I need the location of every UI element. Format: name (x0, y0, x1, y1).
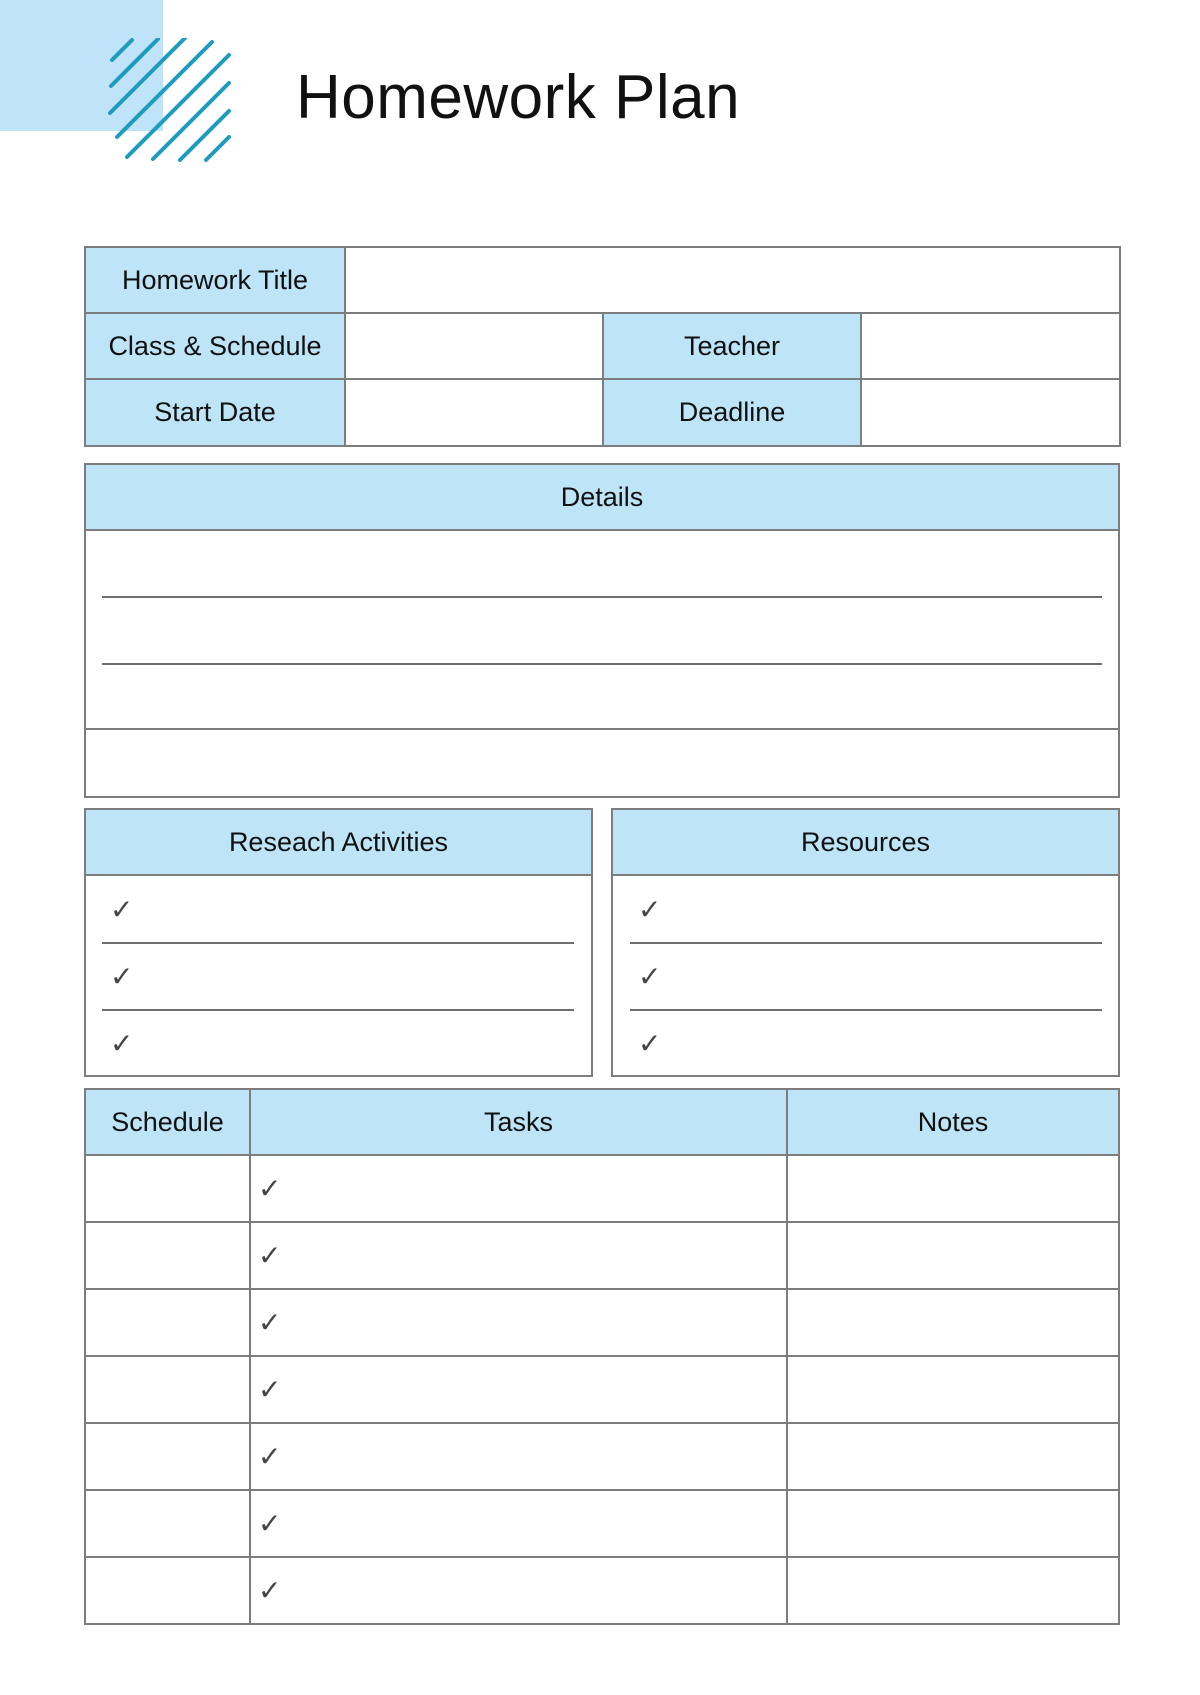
task-cell[interactable] (249, 1221, 788, 1290)
check-mark-icon: ✓ (110, 960, 134, 993)
check-mark-icon: ✓ (258, 1373, 282, 1406)
schedule-cell[interactable] (84, 1355, 251, 1424)
notes-cell[interactable] (786, 1489, 1120, 1558)
schedule-cell[interactable] (84, 1489, 251, 1558)
notes-cell[interactable] (786, 1355, 1120, 1424)
page-title: Homework Plan (296, 63, 741, 132)
notes-cell[interactable] (786, 1154, 1120, 1223)
check-mark-icon: ✓ (638, 893, 662, 926)
details-line (102, 663, 1102, 665)
homework-title-field[interactable] (344, 246, 1121, 314)
research-body[interactable] (84, 874, 593, 1077)
homework-title-label: Homework Title (84, 246, 346, 314)
check-mark-icon: ✓ (258, 1239, 282, 1272)
check-mark-icon: ✓ (258, 1440, 282, 1473)
details-line (102, 596, 1102, 598)
research-header: Reseach Activities (84, 808, 593, 876)
class-schedule-label: Class & Schedule (84, 312, 346, 380)
details-header: Details (84, 463, 1120, 531)
resources-body[interactable] (611, 874, 1120, 1077)
resources-line (630, 1009, 1102, 1011)
notes-cell[interactable] (786, 1288, 1120, 1357)
start-date-label: Start Date (84, 378, 346, 447)
task-cell[interactable] (249, 1556, 788, 1625)
notes-cell[interactable] (786, 1221, 1120, 1290)
check-mark-icon: ✓ (638, 960, 662, 993)
check-mark-icon: ✓ (258, 1507, 282, 1540)
task-cell[interactable] (249, 1288, 788, 1357)
schedule-header: Schedule (84, 1088, 251, 1156)
resources-header: Resources (611, 808, 1120, 876)
start-date-field[interactable] (344, 378, 604, 447)
check-mark-icon: ✓ (638, 1027, 662, 1060)
task-cell[interactable] (249, 1355, 788, 1424)
schedule-cell[interactable] (84, 1154, 251, 1223)
details-extra-row[interactable] (84, 728, 1120, 798)
teacher-field[interactable] (860, 312, 1121, 380)
research-line (102, 942, 574, 944)
schedule-cell[interactable] (84, 1221, 251, 1290)
check-mark-icon: ✓ (110, 1027, 134, 1060)
task-cell[interactable] (249, 1422, 788, 1491)
check-mark-icon: ✓ (258, 1574, 282, 1607)
class-schedule-field[interactable] (344, 312, 604, 380)
deadline-field[interactable] (860, 378, 1121, 447)
notes-cell[interactable] (786, 1422, 1120, 1491)
details-body[interactable] (84, 529, 1120, 730)
schedule-cell[interactable] (84, 1422, 251, 1491)
task-cell[interactable] (249, 1154, 788, 1223)
research-line (102, 1009, 574, 1011)
resources-line (630, 942, 1102, 944)
check-mark-icon: ✓ (110, 893, 134, 926)
deadline-label: Deadline (602, 378, 862, 447)
diagonal-stripes-icon (105, 38, 235, 168)
tasks-header: Tasks (249, 1088, 788, 1156)
teacher-label: Teacher (602, 312, 862, 380)
schedule-cell[interactable] (84, 1556, 251, 1625)
check-mark-icon: ✓ (258, 1306, 282, 1339)
schedule-cell[interactable] (84, 1288, 251, 1357)
notes-header: Notes (786, 1088, 1120, 1156)
task-cell[interactable] (249, 1489, 788, 1558)
notes-cell[interactable] (786, 1556, 1120, 1625)
check-mark-icon: ✓ (258, 1172, 282, 1205)
